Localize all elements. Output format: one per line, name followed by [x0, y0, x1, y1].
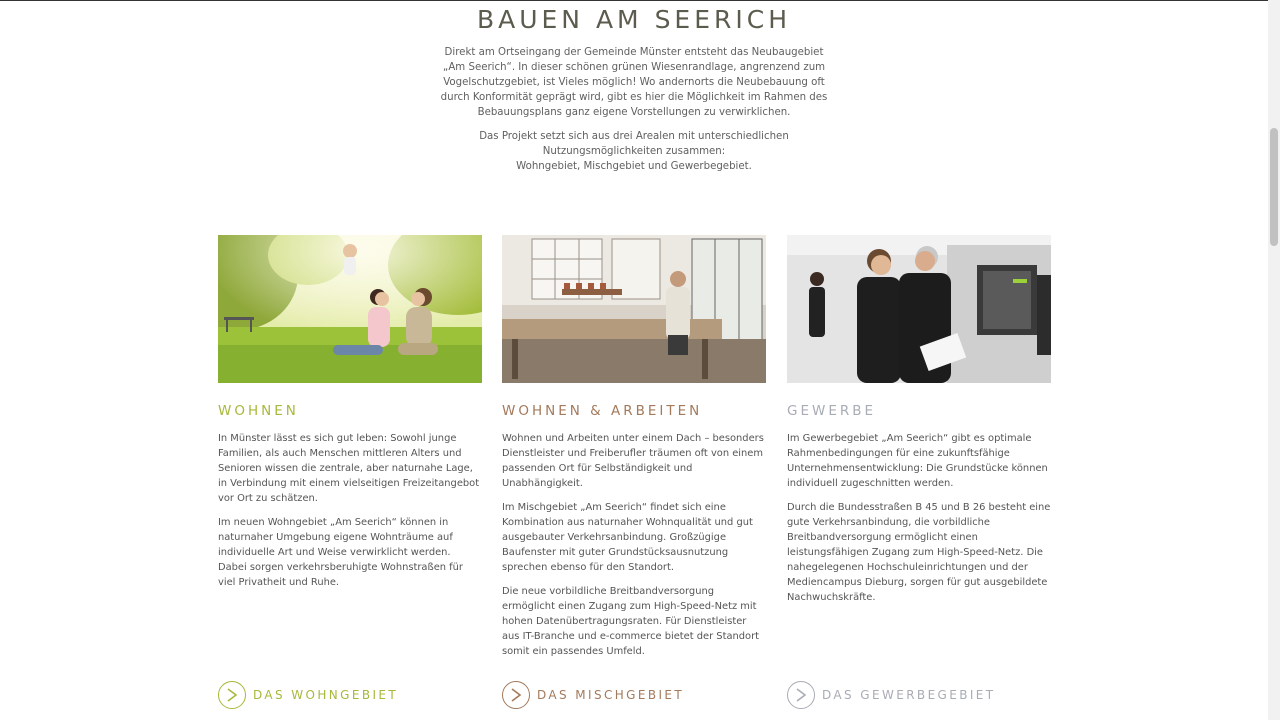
wohngebiet-link-label: DAS WOHNGEBIET [253, 688, 399, 702]
intro-paragraph: Direkt am Ortseingang der Gemeinde Münster entsteht das Neubaugebiet „Am Seerich“. In dieser schönen grünen Wiesenrandlage, angrenzend zum Vogelschutzgebiet, ist Vieles möglich! Wo andernorts die Neubebauung oft durch Konformität geprägt wird, gibt es hier die Möglichkeit im Rahmen des Bebauungsplans ganz eigene Vorstellungen zu verwirklichen. [440, 47, 828, 118]
intro-areas-list: Wohngebiet, Mischgebiet und Gewerbegebiet. [516, 161, 752, 172]
column-wohnen-arbeiten [502, 235, 766, 659]
mischgebiet-link[interactable] [502, 679, 684, 711]
section-paragraph: Im Mischgebiet „Am Seerich“ findet sich eine Kombination aus naturnaher Wohnqualität und gut ausgebauter Verkehrsanbindung. Großzügige Baufenster mit guter Grundstücksausnutzung sprechen ebenso für den Standort. [502, 502, 753, 573]
section-title-wohnen: WOHNEN [218, 403, 299, 419]
section-paragraph: Durch die Bundesstraßen B 45 und B 26 besteht eine gute Verkehrsanbindung, die vorbildliche Breitbandversorgung ermöglicht einen leistungsfähigen Zugang zum High-Speed-Netz. Die nahegelegenen Hochschuleinrichtungen und der Mediencampus Dieburg, sorgen für gut ausgebildete Nachwuchskräfte. [787, 502, 1051, 603]
vertical-scrollbar[interactable] [1268, 0, 1280, 720]
family-photo [218, 235, 482, 383]
intro-areas-text: Das Projekt setzt sich aus drei Arealen mit unterschiedlichen Nutzungsmöglichkeiten zusammen: [479, 131, 789, 157]
gewerbegebiet-link-label: DAS GEWERBEGEBIET [822, 688, 996, 702]
scrollbar-thumb[interactable] [1270, 128, 1278, 246]
chevron-right-circle-icon [502, 681, 530, 709]
gewerbegebiet-link[interactable] [787, 679, 996, 711]
section-title-gewerbe: GEWERBE [787, 403, 877, 419]
column-gewerbe [787, 235, 1051, 605]
industry-photo [787, 235, 1051, 383]
chevron-right-circle-icon [787, 681, 815, 709]
page-title: BAUEN AM SEERICH [476, 5, 792, 34]
section-paragraph: In Münster lässt es sich gut leben: Sowohl junge Familien, als auch Menschen mittleren Alters und Senioren wissen die zentrale, aber naturnahe Lage, in Verbindung mit einem vielseitigen Freizeitangebot vor Ort zu schätzen. [218, 433, 480, 504]
section-paragraph: Im Gewerbegebiet „Am Seerich“ gibt es optimale Rahmenbedingungen für eine zukunftsfähige Unternehmensentwicklung: Die Grundstücke können individuell zugeschnitten werden. [787, 433, 1048, 489]
intro-paragraph-areas [434, 129, 834, 174]
section-title-wohnen-arbeiten: WOHNEN & ARBEITEN [502, 403, 703, 419]
section-paragraph: Im neuen Wohngebiet „Am Seerich“ können in naturnaher Umgebung eigene Wohnträume auf individuelle Art und Weise verwirklicht werden. Dabei sorgen verkehrsberuhigte Wohnstraßen für viel Privatheit und Ruhe. [218, 517, 463, 588]
section-paragraph: Wohnen und Arbeiten unter einem Dach – besonders Dienstleister und Freiberufler träumen oft von einem passenden Ort für Selbständigkeit und Unabhängigkeit. [502, 433, 764, 489]
chevron-right-circle-icon [218, 681, 246, 709]
section-paragraph: Die neue vorbildliche Breitbandversorgung ermöglicht einen Zugang zum High-Speed-Netz mit hohen Datenübertragungsraten. Für Dienstleister aus IT-Branche und e-commerce bietet der Standort somit ein passendes Umfeld. [502, 586, 760, 657]
wohngebiet-link[interactable] [218, 679, 398, 711]
mischgebiet-link-label: DAS MISCHGEBIET [537, 688, 685, 702]
column-wohnen [218, 235, 482, 590]
workshop-photo [502, 235, 766, 383]
